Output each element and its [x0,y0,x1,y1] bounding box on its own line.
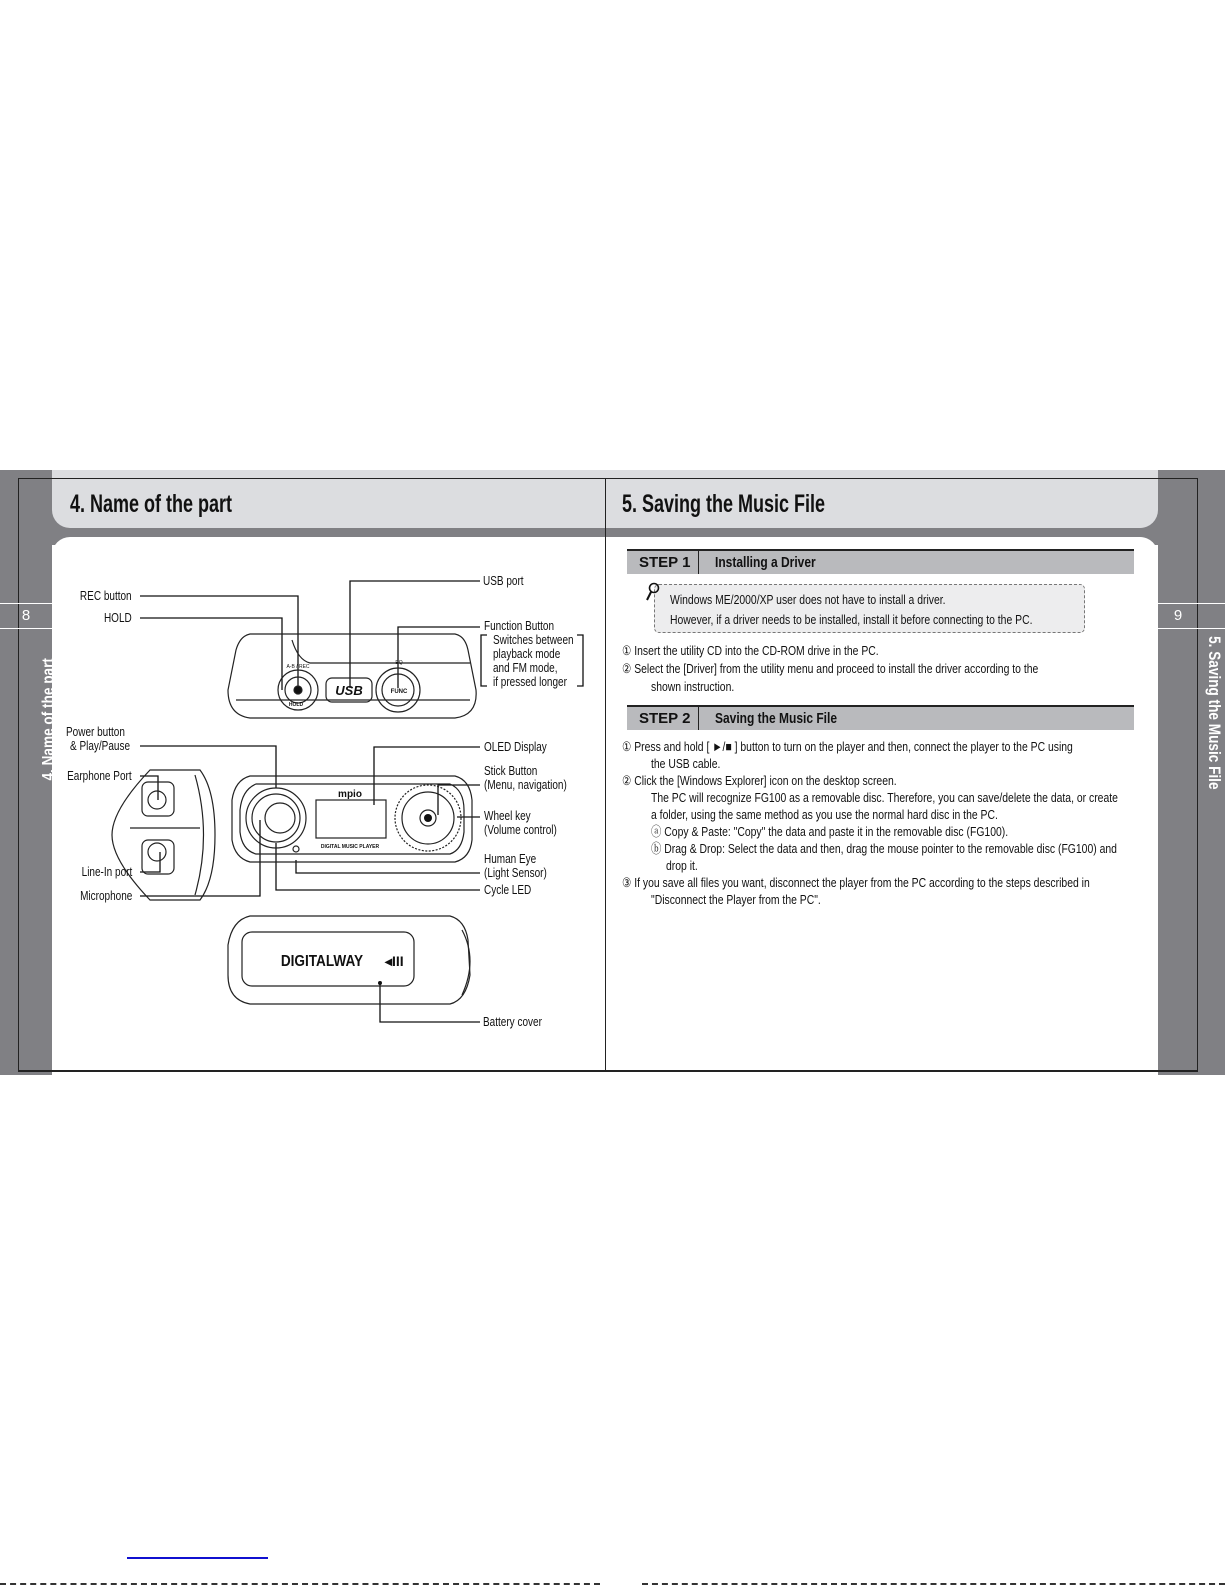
note-line: playback mode [493,647,561,661]
step1-item-2 [622,660,1142,677]
label-text: Human Eye [484,852,537,866]
battery-logo-icon: ◂III [385,953,404,969]
label-stick-button [484,764,588,792]
step1-title [715,551,841,575]
item-text: "Disconnect the Player from the PC". [651,892,821,907]
label-text: Earphone Port [67,769,132,783]
step1-item-2-cont [651,678,755,695]
step-title-text: Saving the Music File [715,710,838,727]
step2-title [715,707,868,731]
label-text: Function Button [484,619,555,633]
label-power-button [66,725,145,753]
note-text: Windows ME/2000/XP user does not have to install a driver. [670,592,946,607]
label-oled-display [484,740,563,754]
step2-line [622,874,1207,891]
item-text: ② Select the [Driver] from the utility menu and proceed to install the driver according to the [622,661,1039,676]
page-number-rule [1158,628,1225,629]
label-text: (Volume control) [484,823,557,837]
label-usb-port [483,574,534,588]
item-text: drop it. [666,858,698,873]
step2-line [622,738,1186,755]
label-rec-button [67,589,132,603]
item-text: ② Click the [Windows Explorer] icon on the desktop screen. [622,773,897,788]
device-side-view [112,770,215,900]
label-text: OLED Display [484,740,547,754]
step-title-text: Installing a Driver [715,554,816,571]
label-line-in-port [69,865,132,879]
label-text: Cycle LED [484,883,532,897]
item-text: ⓑ Drag & Drop: Select the data and then, drag the mouse pointer to the removable disc (FG100) and [651,841,1117,856]
label-text: (Menu, navigation) [484,778,567,792]
label-text: HOLD [104,611,132,625]
label-text: REC button [80,589,132,603]
eq-marking: EQ [395,660,403,666]
label-wheel-key [484,809,575,837]
step2-line [651,840,1225,857]
note-line-2 [670,611,1123,628]
item-text: the USB cable. [651,756,721,771]
label-text: (Light Sensor) [484,866,547,880]
step2-number: STEP 2 [627,707,699,730]
step2-line [651,755,738,772]
note-line: Switches between [493,633,574,647]
item-text: ⓐ Copy & Paste: "Copy" the data and paste it in the removable disc (FG100). [651,824,1009,839]
stick-button-dot [424,814,432,822]
digitalway-logo: DIGITALWAY [280,953,364,971]
label-text: USB port [483,574,524,588]
side-tab-text: 4. Name of the part [38,658,58,781]
label-battery-cover [483,1015,557,1029]
title-text: 5. Saving the Music File [622,490,826,518]
label-earphone-port [51,769,132,783]
label-text: Line-In port [81,865,132,879]
label-text: Power button [66,725,125,739]
step2-line [622,772,965,789]
usb-marking: USB [335,683,363,698]
parts-diagram [0,0,605,1075]
magnifier-icon [645,582,661,602]
label-hold [97,611,132,625]
page-divider [605,478,606,1070]
label-text: Battery cover [483,1015,542,1029]
item-text: a folder, using the same method as you use the normal hard disc in the PC. [651,807,998,822]
hold-marking: HOLD [288,702,304,708]
brand-marking: mpio [338,789,362,800]
ab-rec-marking: A-B / REC [286,664,310,670]
step1-header [627,549,1134,574]
label-text: & Play/Pause [70,739,131,753]
item-text: ① Insert the utility CD into the CD-ROM drive in the PC. [622,643,879,658]
item-text: ① Press and hold [ ►/■ ] button to turn on the player and then, connect the player to the PC using [622,739,1073,754]
step2-line [651,789,1225,806]
label-microphone [67,889,132,903]
label-text: Wheel key [484,809,531,823]
note-line: if pressed longer [493,675,567,689]
label-text: Stick Button [484,764,538,778]
side-tab-text: 5. Saving the Music File [1204,636,1224,790]
step2-line [666,857,706,874]
step2-header [627,705,1134,730]
label-function-button [484,619,572,633]
func-marking: FUNC [390,689,408,695]
note-line: and FM mode, [493,661,558,675]
page-number-left: 8 [21,607,31,624]
note-text: However, if a driver needs to be installed, install it before connecting to the PC. [670,612,1033,627]
page-number-right: 9 [1173,607,1183,624]
blue-rule [127,1557,268,1559]
label-cycle-led [484,883,543,897]
player-marking: DIGITAL MUSIC PLAYER [320,844,380,850]
device-top-view [228,634,476,718]
step2-line [651,823,1097,840]
function-note [493,633,594,689]
title-text: 4. Name of the part [70,490,233,518]
step2-line [651,806,1085,823]
label-text: Microphone [79,889,132,903]
right-page-title [622,490,904,519]
step1-number: STEP 1 [627,551,699,574]
item-text: shown instruction. [651,679,735,694]
item-text: The PC will recognize FG100 as a removable disc. Therefore, you can save/delete the data, or create [651,790,1118,805]
step2-line [651,891,863,908]
note-line-1 [670,591,1014,608]
label-human-eye [484,852,563,880]
step1-item-1 [622,642,943,659]
item-text: ③ If you save all files you want, disconnect the player from the PC according to the steps described in [622,875,1090,890]
